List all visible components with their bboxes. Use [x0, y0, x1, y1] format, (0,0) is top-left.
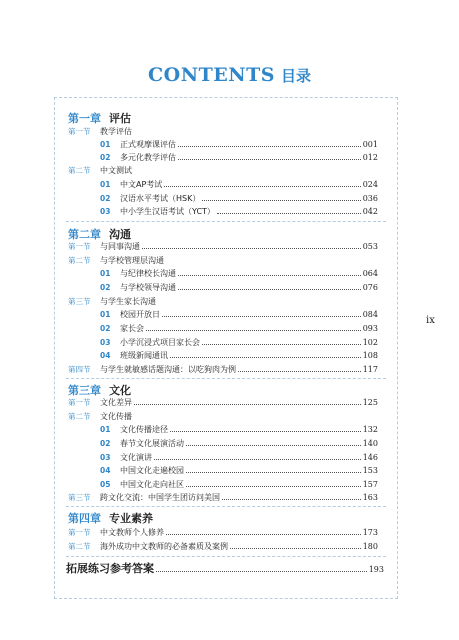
toc-section[interactable]: 第三节 与学生家长沟通 — [68, 297, 156, 306]
toc-entry[interactable]: 04 班级新闻通讯 108 — [100, 351, 378, 360]
chapter-divider — [66, 221, 386, 222]
chapter-heading[interactable]: 第四章 专业素养 — [68, 512, 153, 525]
toc-entry[interactable]: 03 文化演讲 146 — [100, 453, 378, 462]
toc-entry[interactable]: 01 校园开放日 084 — [100, 310, 378, 319]
toc-entry[interactable]: 01 中文AP考试 024 — [100, 180, 378, 189]
toc-entry[interactable]: 02 多元化教学评估 012 — [100, 153, 378, 162]
chapter-divider — [66, 556, 386, 557]
toc-section[interactable]: 第一节 文化差异 125 — [68, 398, 378, 407]
contents-title-en: CONTENTS — [148, 64, 275, 86]
contents-title-zh: 目录 — [280, 67, 311, 85]
toc-entry[interactable]: 03 中小学生汉语考试（YCT） 042 — [100, 207, 378, 216]
toc-entry[interactable]: 01 文化传播途径 132 — [100, 425, 378, 434]
page-number: ix — [426, 315, 435, 326]
chapter-heading[interactable]: 第三章 文化 — [68, 384, 131, 397]
chapter-divider — [66, 378, 386, 379]
toc-entry[interactable]: 02 与学校领导沟通 076 — [100, 283, 378, 292]
toc-section[interactable]: 第一节 中文教师个人修养 173 — [68, 528, 378, 537]
toc-entry[interactable]: 05 中国文化走向社区 157 — [100, 480, 378, 489]
toc-entry[interactable]: 02 家长会 093 — [100, 324, 378, 333]
chapter-heading[interactable]: 第二章 沟通 — [68, 228, 131, 241]
toc-section[interactable]: 第二节 文化传播 — [68, 412, 132, 421]
toc-entry[interactable]: 04 中国文化走遍校园 153 — [100, 466, 378, 475]
toc-section[interactable]: 第一节 与同事沟通 053 — [68, 242, 378, 251]
chapter-heading[interactable]: 第一章 评估 — [68, 112, 131, 125]
toc-section[interactable]: 第二节 海外成功中文教师的必备素质及案例 180 — [68, 542, 378, 551]
toc-entry[interactable]: 01 与纪律校长沟通 064 — [100, 269, 378, 278]
toc-section[interactable]: 第二节 中文测试 — [68, 166, 132, 175]
toc-section[interactable]: 第四节 与学生就敏感话题沟通：以吃狗肉为例 117 — [68, 365, 378, 374]
toc-section[interactable]: 第三节 跨文化交流：中国学生团访问美国 163 — [68, 493, 378, 502]
toc-entry[interactable]: 01 正式观摩课评估 001 — [100, 140, 378, 149]
toc-section[interactable]: 第二节 与学校管理层沟通 — [68, 256, 164, 265]
chapter-divider — [66, 506, 386, 507]
toc-entry[interactable]: 02 汉语水平考试（HSK） 036 — [100, 194, 378, 203]
toc-entry[interactable]: 02 春节文化展演活动 140 — [100, 439, 378, 448]
toc-appendix[interactable]: 拓展练习参考答案 193 — [66, 562, 384, 575]
page-title — [0, 64, 459, 86]
toc-entry[interactable]: 03 小学沉浸式项目家长会 102 — [100, 338, 378, 347]
toc-section[interactable]: 第一节 教学评估 — [68, 127, 132, 136]
